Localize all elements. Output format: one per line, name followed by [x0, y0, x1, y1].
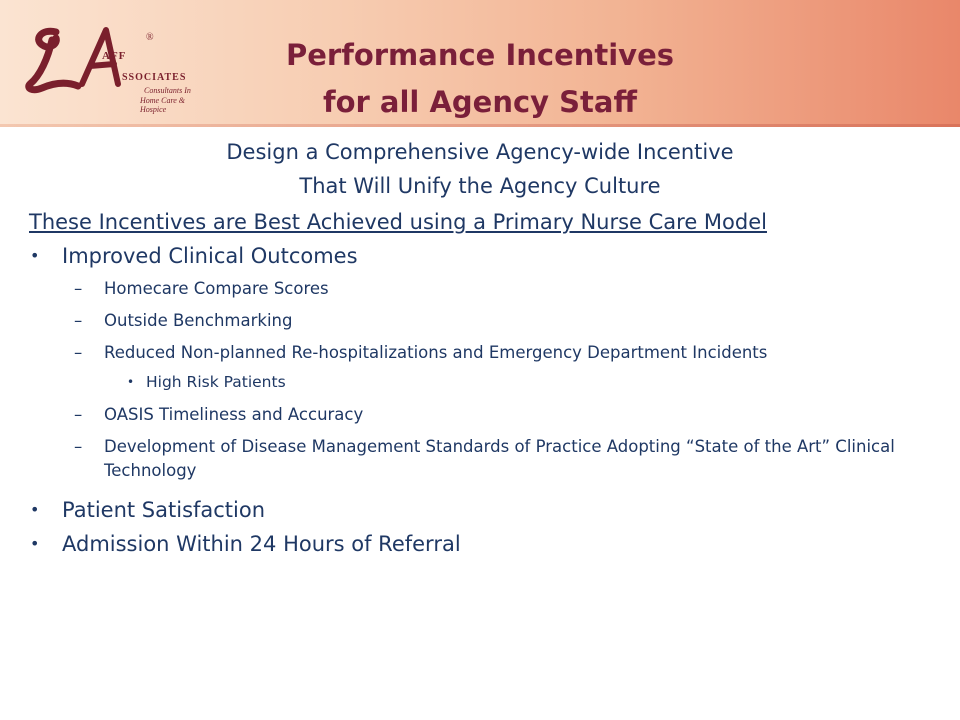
subtitle-line-1: Design a Comprehensive Agency-wide Incentive: [226, 140, 734, 164]
sub-bullet-label: Reduced Non-planned Re-hospitalizations and Emergency Department Incidents: [104, 343, 768, 362]
sub-bullet-item: [74, 305, 936, 337]
dash-icon: –: [74, 343, 83, 362]
bullet-label: Admission Within 24 Hours of Referral: [62, 532, 461, 556]
laff-associates-logo: [22, 18, 212, 114]
title-line-2: for all Agency Staff: [322, 85, 637, 119]
sub-bullet-item: [74, 431, 936, 487]
bullet-icon: •: [127, 375, 135, 389]
sub-bullet-label: Homecare Compare Scores: [104, 279, 329, 298]
registered-mark: ®: [146, 32, 154, 43]
slide-title: [200, 32, 760, 126]
slide-body: [0, 135, 960, 561]
sub-bullet-label: Outside Benchmarking: [104, 311, 293, 330]
bullet-icon: •: [30, 500, 40, 519]
bullet-label: Patient Satisfaction: [62, 498, 266, 522]
dash-icon: –: [74, 311, 83, 330]
dash-icon: –: [74, 405, 83, 424]
sub-bullet-label: OASIS Timeliness and Accuracy: [104, 405, 364, 424]
dash-icon: –: [74, 437, 83, 456]
sub-bullet-item: [74, 337, 936, 369]
bullet-item: [30, 527, 960, 561]
sub-bullet-label: Development of Disease Management Standards of Practice Adopting “State of the Art” Clinical Technology: [104, 437, 895, 480]
sub-bullet-item: [74, 399, 936, 431]
bullet-icon: •: [30, 246, 40, 265]
bullet-item: [30, 239, 960, 273]
logo-top-word: AFF: [102, 50, 127, 62]
logo-tagline-1: Consultants In: [144, 86, 191, 95]
bullet-item: [30, 493, 960, 527]
sub-bullet-item: [74, 273, 936, 305]
sub-sub-bullet-label: High Risk Patients: [146, 373, 286, 391]
title-line-1: Performance Incentives: [285, 38, 675, 72]
bullet-icon: •: [30, 534, 40, 553]
logo-tagline-2: Home Care & Hospice: [140, 96, 186, 114]
subtitle-line-2: That Will Unify the Agency Culture: [299, 174, 661, 198]
section-heading: These Incentives are Best Achieved using a Primary Nurse Care Model: [29, 210, 767, 234]
sub-sub-bullet-item: [127, 369, 960, 399]
bullet-label: Improved Clinical Outcomes: [62, 244, 358, 268]
logo-bottom-word: SSOCIATES: [122, 72, 187, 83]
dash-icon: –: [74, 279, 83, 298]
